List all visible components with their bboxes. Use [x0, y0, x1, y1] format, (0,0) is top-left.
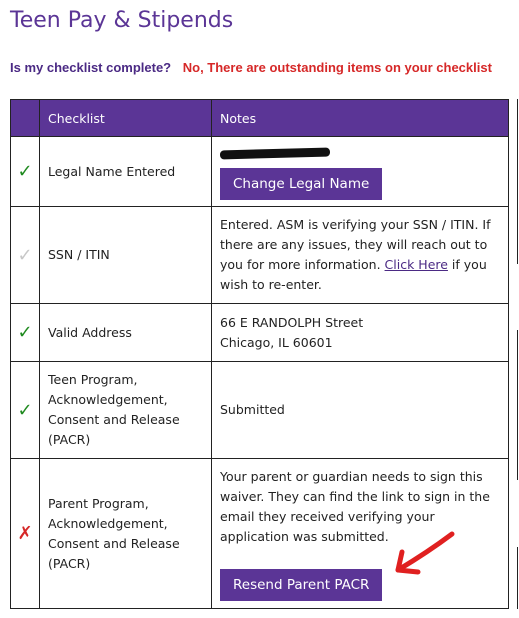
- notes-cell: [212, 207, 509, 304]
- checklist-item-label: Valid Address: [40, 304, 212, 362]
- click-here-link[interactable]: Click Here: [384, 257, 448, 272]
- x-icon: ✗: [11, 459, 40, 609]
- check-icon: ✓: [11, 137, 40, 207]
- divider-line: [517, 330, 518, 480]
- redacted-name: [220, 147, 330, 159]
- check-icon: ✓: [11, 304, 40, 362]
- header-notes: Notes: [212, 100, 509, 137]
- checklist-status: [10, 60, 492, 75]
- address-line-2: Chicago, IL 60601: [220, 334, 333, 350]
- table-header-row: [11, 100, 509, 137]
- notes-text-after: if you wish to re-enter.: [220, 257, 487, 292]
- notes-text: Entered. ASM is verifying your SSN / ITIN. If there are any issues, they will reach out to you for more information.: [220, 217, 491, 272]
- status-answer: No, There are outstanding items on your checklist: [182, 60, 492, 75]
- table-row: [11, 362, 509, 459]
- checklist-item-label: Parent Program, Acknowledgement, Consent and Release (PACR): [40, 459, 212, 609]
- red-arrow-icon: [388, 528, 460, 578]
- table-row: [11, 137, 509, 207]
- notes-text: Your parent or guardian needs to sign this waiver. They can find the link to sign in the email they received verifying your application was submitted.: [220, 468, 490, 544]
- checklist-item-label: SSN / ITIN: [40, 207, 212, 304]
- check-icon: ✓: [11, 362, 40, 459]
- address-line-1: 66 E RANDOLPH Street: [220, 314, 364, 330]
- notes-cell: [212, 304, 509, 362]
- resend-parent-pacr-button[interactable]: Resend Parent PACR: [220, 569, 382, 601]
- table-row: [11, 207, 509, 304]
- header-status: [11, 100, 40, 137]
- divider-line: [517, 547, 518, 609]
- check-icon: ✓: [11, 207, 40, 304]
- status-question: Is my checklist complete?: [10, 60, 172, 75]
- checklist-item-label: Legal Name Entered: [40, 137, 212, 207]
- divider-line: [517, 99, 518, 264]
- notes-cell: [212, 459, 509, 609]
- page-title: Teen Pay & Stipends: [10, 8, 234, 33]
- checklist-item-label: Teen Program, Acknowledgement, Consent and Release (PACR): [40, 362, 212, 459]
- change-legal-name-button[interactable]: Change Legal Name: [220, 168, 382, 200]
- header-checklist: Checklist: [40, 100, 212, 137]
- notes-cell: [212, 137, 509, 207]
- table-row: [11, 304, 509, 362]
- notes-cell: Submitted: [212, 362, 509, 459]
